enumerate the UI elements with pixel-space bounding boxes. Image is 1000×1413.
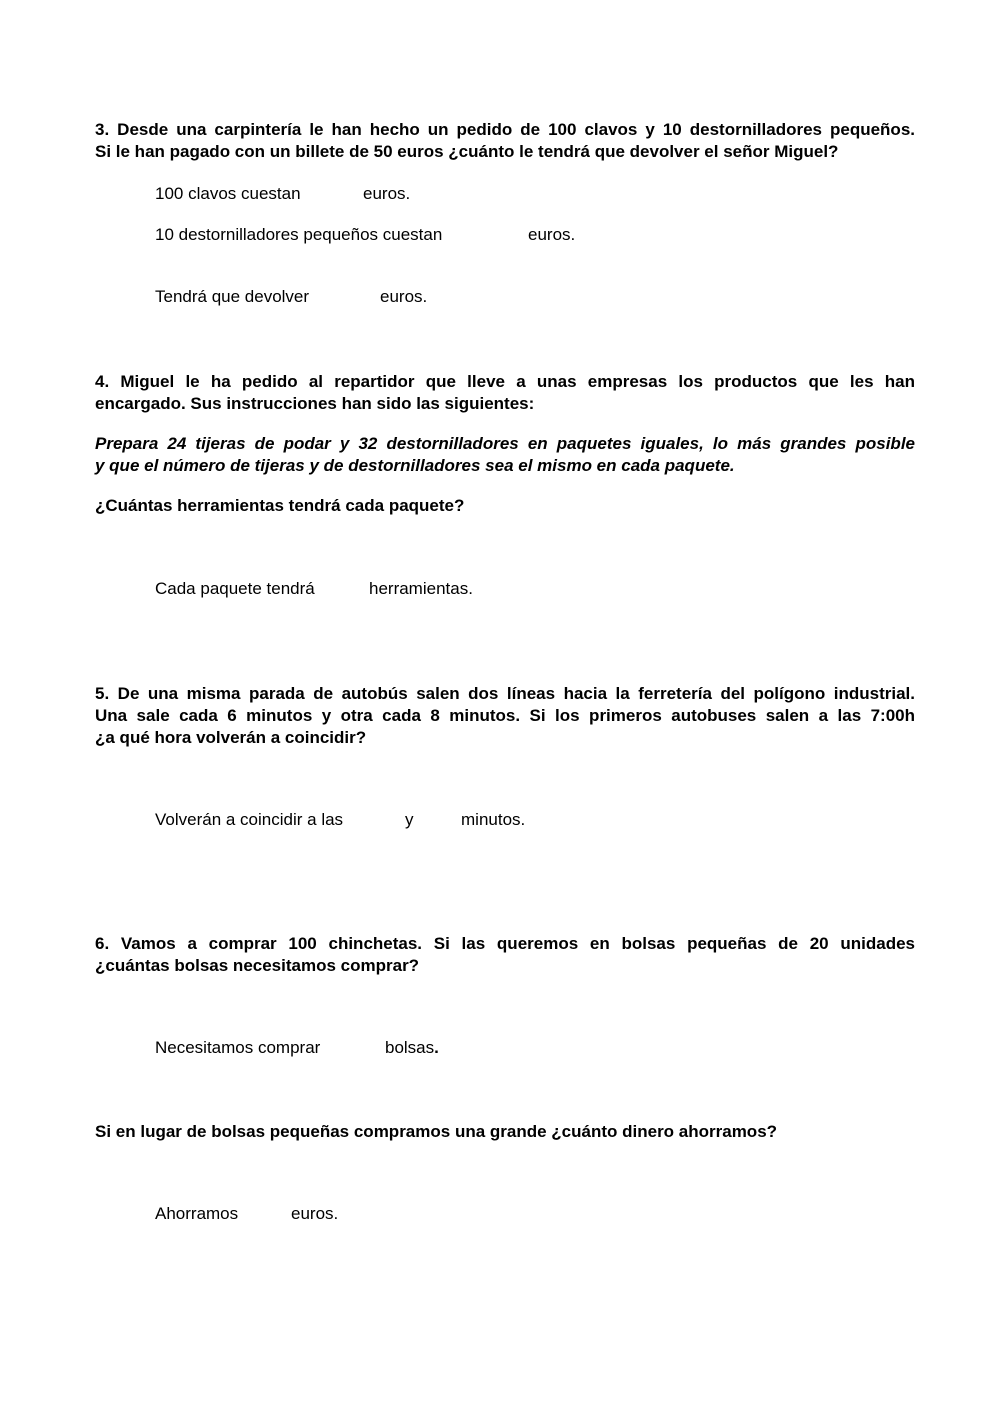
q5-answer-unit: minutos. (461, 810, 526, 829)
q3-answer-3-label: Tendrá que devolver (155, 287, 310, 306)
q6-answer-2-label: Ahorramos (155, 1204, 239, 1223)
question-5 (95, 683, 915, 749)
question-4-instructions (95, 433, 915, 477)
question-3-line-1: 3. Desde una carpintería le han hecho un pedido de 100 clavos y 10 destornilladores pequeños. (95, 120, 915, 139)
q3-answer-1-unit: euros. (363, 184, 411, 203)
q3-answer-2-label: 10 destornilladores pequeños cuestan (155, 225, 443, 244)
question-5-line-1: 5. De una misma parada de autobús salen dos líneas hacia la ferretería del polígono industrial. (95, 684, 915, 703)
q6-answer-label: Necesitamos comprar (155, 1038, 321, 1057)
question-4-line-1: 4. Miguel le ha pedido al repartidor que lleve a unas empresas los productos que les han (95, 372, 915, 391)
question-6-sub-question-text: Si en lugar de bolsas pequeñas compramos una grande ¿cuánto dinero ahorramos? (95, 1122, 778, 1141)
question-6 (95, 933, 915, 977)
q4-answer-unit: herramientas. (369, 579, 473, 598)
question-4-line-2: encargado. Sus instrucciones han sido las siguientes: (95, 394, 535, 413)
q6-answer-unit-text: bolsas (385, 1038, 435, 1057)
q3-answer-2-unit: euros. (528, 225, 576, 244)
question-3 (95, 119, 915, 163)
q5-answer-label: Volverán a coincidir a las (155, 810, 344, 829)
question-4-instructions-line-2: y que el número de tijeras y de destornilladores sea el mismo en cada paquete. (95, 456, 735, 475)
q3-answer-1-label: 100 clavos cuestan (155, 184, 301, 203)
question-6-line-2: ¿cuántas bolsas necesitamos comprar? (95, 956, 420, 975)
q6-answer-unit-period: . (434, 1038, 439, 1057)
question-5-line-2: Una sale cada 6 minutos y otra cada 8 minutos. Si los primeros autobuses salen a las 7:00h (95, 706, 915, 725)
question-6-sub-question (95, 1121, 915, 1143)
question-5-line-3: ¿a qué hora volverán a coincidir? (95, 728, 367, 747)
question-3-line-2: Si le han pagado con un billete de 50 euros ¿cuánto le tendrá que devolver el señor Miguel? (95, 142, 839, 161)
question-6-line-1: 6. Vamos a comprar 100 chinchetas. Si las queremos en bolsas pequeñas de 20 unidades (95, 934, 915, 953)
question-4-sub-question (95, 495, 915, 517)
q4-answer-label: Cada paquete tendrá (155, 579, 315, 598)
q3-answer-3-unit: euros. (380, 287, 428, 306)
question-4-instructions-line-1: Prepara 24 tijeras de podar y 32 destornilladores en paquetes iguales, lo más grandes posible (95, 434, 915, 453)
q6-answer-2-unit: euros. (291, 1204, 339, 1223)
question-4 (95, 371, 915, 415)
q5-answer-connector: y (405, 810, 414, 829)
q6-answer-unit (385, 1037, 439, 1059)
question-4-sub-question-text: ¿Cuántas herramientas tendrá cada paquete? (95, 496, 465, 515)
